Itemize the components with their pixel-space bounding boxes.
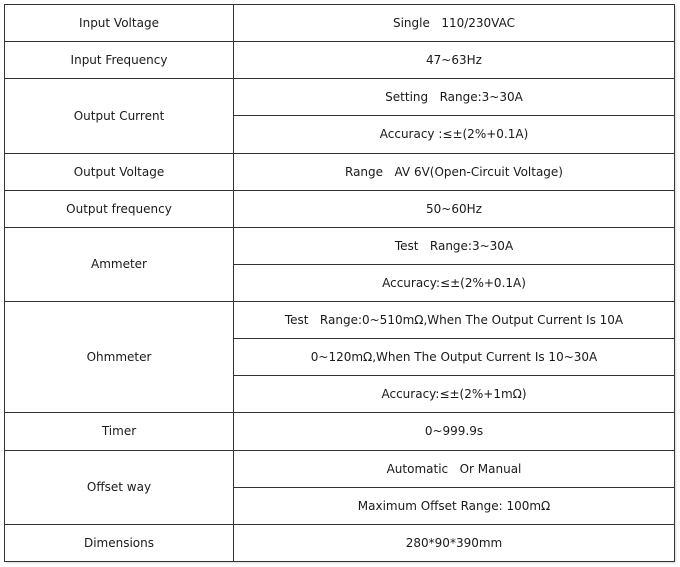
table-row — [5, 450, 675, 487]
spec-label-ohmmeter: Ohmmeter — [5, 302, 234, 413]
spec-value: Range AV 6V(Open-Circuit Voltage) — [234, 153, 675, 190]
table-row — [5, 42, 675, 79]
spec-label-timer: Timer — [5, 413, 234, 450]
spec-label-output-frequency: Output frequency — [5, 190, 234, 227]
spec-value: 50~60Hz — [234, 190, 675, 227]
spec-label-input-frequency: Input Frequency — [5, 42, 234, 79]
spec-value: Test Range:0~510mΩ,When The Output Current Is 10A — [234, 302, 675, 339]
spec-label-offset-way: Offset way — [5, 450, 234, 524]
table-row — [5, 153, 675, 190]
table-row — [5, 302, 675, 339]
spec-value: 0~999.9s — [234, 413, 675, 450]
spec-value: 47~63Hz — [234, 42, 675, 79]
spec-label-dimensions: Dimensions — [5, 524, 234, 561]
spec-table — [4, 4, 675, 562]
spec-value: Single 110/230VAC — [234, 5, 675, 42]
spec-value: Automatic Or Manual — [234, 450, 675, 487]
spec-label-output-current: Output Current — [5, 79, 234, 153]
spec-value: Accuracy :≤±(2%+0.1A) — [234, 116, 675, 153]
table-row — [5, 413, 675, 450]
spec-value: Setting Range:3~30A — [234, 79, 675, 116]
spec-value: Maximum Offset Range: 100mΩ — [234, 487, 675, 524]
table-row — [5, 524, 675, 561]
spec-value: 280*90*390mm — [234, 524, 675, 561]
spec-value: Accuracy:≤±(2%+1mΩ) — [234, 376, 675, 413]
table-row — [5, 190, 675, 227]
spec-value: Test Range:3~30A — [234, 227, 675, 264]
spec-label-input-voltage: Input Voltage — [5, 5, 234, 42]
table-row — [5, 227, 675, 264]
table-row — [5, 5, 675, 42]
spec-value: Accuracy:≤±(2%+0.1A) — [234, 264, 675, 301]
spec-label-output-voltage: Output Voltage — [5, 153, 234, 190]
spec-table-body — [5, 5, 675, 562]
spec-label-ammeter: Ammeter — [5, 227, 234, 301]
spec-value: 0~120mΩ,When The Output Current Is 10~30A — [234, 339, 675, 376]
table-row — [5, 79, 675, 116]
